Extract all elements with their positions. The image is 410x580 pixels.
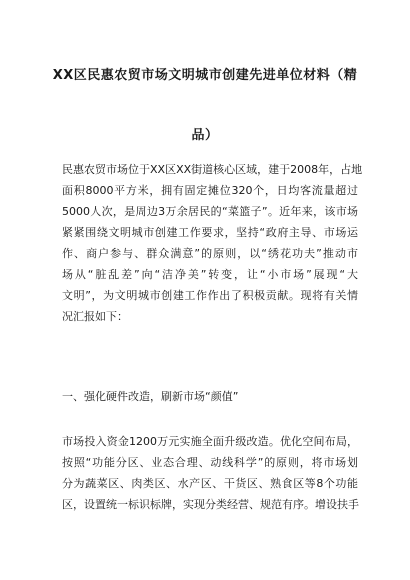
section-paragraph	[62, 431, 358, 515]
intro-paragraph	[62, 159, 363, 327]
paragraph-line: 按照“功能分区、业态合理、动线科学”的原则，将市场划	[62, 456, 358, 469]
paragraph-line: 5000人次，是周边3万余居民的“菜篮子”。近年来，该市场	[62, 205, 358, 218]
paragraph-line: 紧紧围绕文明城市创建工作要求，坚持“政府主导、市场运	[62, 226, 358, 239]
paragraph-line: 面积8000平方米，拥有固定摊位320个，日均客流量超过	[62, 184, 358, 197]
section-heading: 一、强化硬件改造，刷新市场“颜值”	[62, 390, 239, 403]
document-title-line-1: XX区民惠农贸市场文明城市创建先进单位材料（精	[52, 68, 358, 83]
document-title-line-2: 品）	[191, 128, 219, 143]
paragraph-line: 民惠农贸市场位于XX区XX街道核心区域，建于2008年，占地	[62, 163, 363, 176]
paragraph-line: 市场投入资金1200万元实施全面升级改造。优化空间布局，	[62, 435, 358, 448]
paragraph-line: 分为蔬菜区、肉类区、水产区、干货区、熟食区等8个功能	[62, 477, 358, 490]
paragraph-line: 文明”，为文明城市创建工作作出了积极贡献。现将有关情	[62, 289, 358, 302]
paragraph-line: 况汇报如下：	[62, 310, 128, 323]
paragraph-line: 场从“脏乱差”向“洁净美”转变，让“小市场”展现“大	[62, 268, 358, 281]
paragraph-line: 区，设置统一标识标牌，实现分类经营、规范有序。增设扶手	[62, 498, 359, 511]
paragraph-line: 作、商户参与、群众满意”的原则，以“绣花功夫”推动市	[62, 247, 358, 260]
